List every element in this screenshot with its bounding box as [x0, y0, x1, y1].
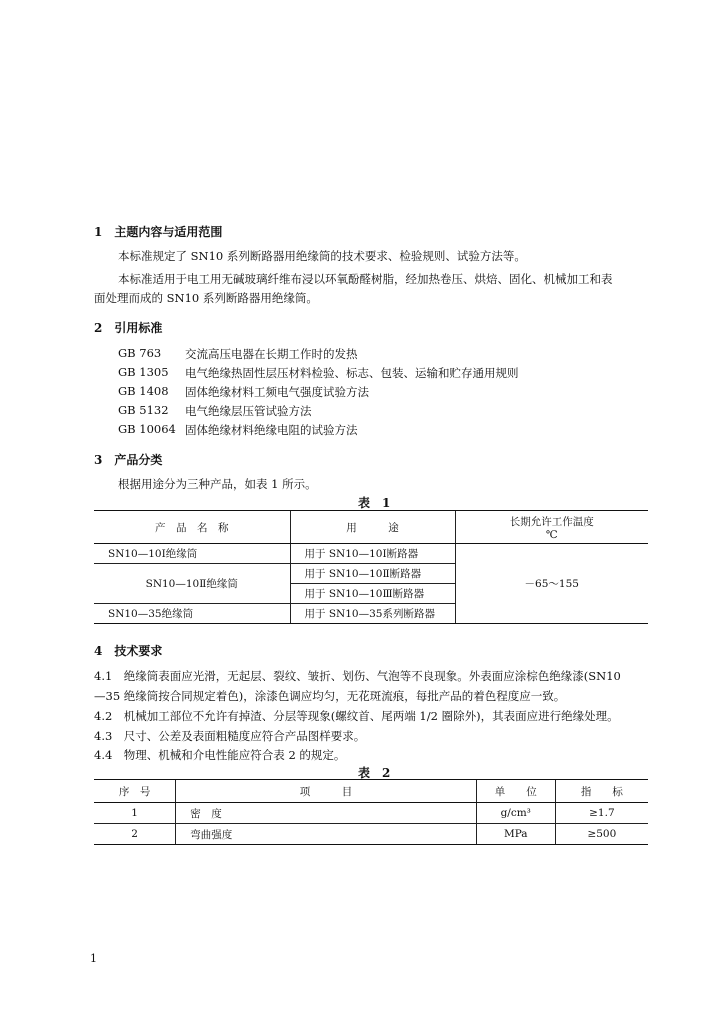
table-row [94, 824, 648, 845]
table-1-caption: 表 1 [358, 496, 391, 510]
table-2-cell-item: 弯曲强度 [176, 824, 476, 845]
reference-title: 电气绝缘热固性层压材料检验、标志、包装、运输和贮存通用规则 [185, 366, 519, 380]
reference-code: GB 1305 [118, 365, 169, 379]
section-3-paragraph: 根据用途分为三种产品，如表 1 所示。 [118, 477, 317, 491]
reference-code: GB 10064 [118, 422, 176, 436]
section-1-paragraph: 本标准适用于电工用无碱玻璃纤维布浸以环氧酚醛树脂，经加热卷压、烘焙、固化、机械加工和表 [118, 272, 613, 286]
table-2-header-unit: 单 位 [476, 780, 555, 803]
reference-title: 电气绝缘层压管试验方法 [185, 404, 312, 418]
table-row [94, 803, 648, 824]
reference-title: 固体绝缘材料绝缘电阻的试验方法 [185, 423, 358, 437]
table-1-cell-use: 用于 SN10—10Ⅲ断路器 [290, 584, 455, 604]
table-2-caption: 表 2 [358, 766, 391, 780]
section-4-paragraph: 4.4 物理、机械和介电性能应符合表 2 的规定。 [94, 748, 346, 762]
table-2-cell-unit: g/cm³ [476, 803, 555, 824]
reference-code: GB 1408 [118, 384, 169, 398]
section-2-heading: 2 引用标准 [94, 321, 163, 335]
table-2-header-item: 项 目 [176, 780, 476, 803]
table-2 [94, 779, 648, 845]
reference-code: GB 5132 [118, 403, 169, 417]
table-2-cell-index: ≥1.7 [555, 803, 648, 824]
table-2-header-no: 序 号 [94, 780, 176, 803]
section-1-paragraph: 本标准规定了 SN10 系列断路器用绝缘筒的技术要求、检验规则、试验方法等。 [118, 249, 526, 263]
section-3-heading: 3 产品分类 [94, 453, 163, 467]
table-1-cell-use: 用于 SN10—10Ⅱ断路器 [290, 564, 455, 584]
table-2-cell-no: 2 [94, 824, 176, 845]
table-1-cell-name: SN10—10Ⅱ绝缘筒 [94, 564, 290, 604]
table-2-cell-item: 密 度 [176, 803, 476, 824]
section-4-paragraph: 4.1 绝缘筒表面应光滑，无起层、裂纹、皱折、划伤、气泡等不良现象。外表面应涂棕色绝缘漆(SN10 [94, 669, 621, 683]
table-1-cell-use: 用于 SN10—10Ⅰ断路器 [290, 544, 455, 564]
section-1-heading: 1 主题内容与适用范围 [94, 225, 223, 239]
table-1-header-use: 用 途 [290, 511, 455, 544]
section-4-heading: 4 技术要求 [94, 644, 163, 658]
table-1-header-temp [455, 511, 648, 544]
table-2-header-index: 指 标 [555, 780, 648, 803]
table-1 [94, 510, 648, 624]
table-1-header-temp-line: 长期允许工作温度 [509, 515, 594, 528]
reference-title: 固体绝缘材料工频电气强度试验方法 [185, 385, 369, 399]
section-4-paragraph: 4.2 机械加工部位不允许有掉渣、分层等现象(螺纹首、尾两端 1/2 圈除外)，其表面应进行绝缘处理。 [94, 709, 619, 723]
table-2-cell-no: 1 [94, 803, 176, 824]
table-1-cell-name: SN10—35绝缘筒 [94, 604, 290, 624]
table-row [94, 544, 648, 564]
table-2-cell-unit: MPa [476, 824, 555, 845]
table-1-cell-use: 用于 SN10—35系列断路器 [290, 604, 455, 624]
reference-code: GB 763 [118, 346, 162, 360]
page-footer-mark: 1 [90, 952, 97, 965]
reference-title: 交流高压电器在长期工作时的发热 [185, 347, 358, 361]
section-4-paragraph: —35 绝缘筒按合同规定着色)，涂漆色调应均匀，无花斑流痕，每批产品的着色程度应一致。 [94, 689, 566, 703]
table-2-cell-index: ≥500 [555, 824, 648, 845]
section-4-paragraph: 4.3 尺寸、公差及表面粗糙度应符合产品图样要求。 [94, 729, 366, 743]
section-1-paragraph: 面处理而成的 SN10 系列断路器用绝缘筒。 [94, 291, 318, 305]
table-1-header-name: 产 品 名 称 [94, 511, 290, 544]
table-1-header-temp-unit: ℃ [545, 528, 558, 541]
table-1-cell-temp: －65～155 [455, 544, 648, 624]
table-1-cell-name: SN10—10Ⅰ绝缘筒 [94, 544, 290, 564]
